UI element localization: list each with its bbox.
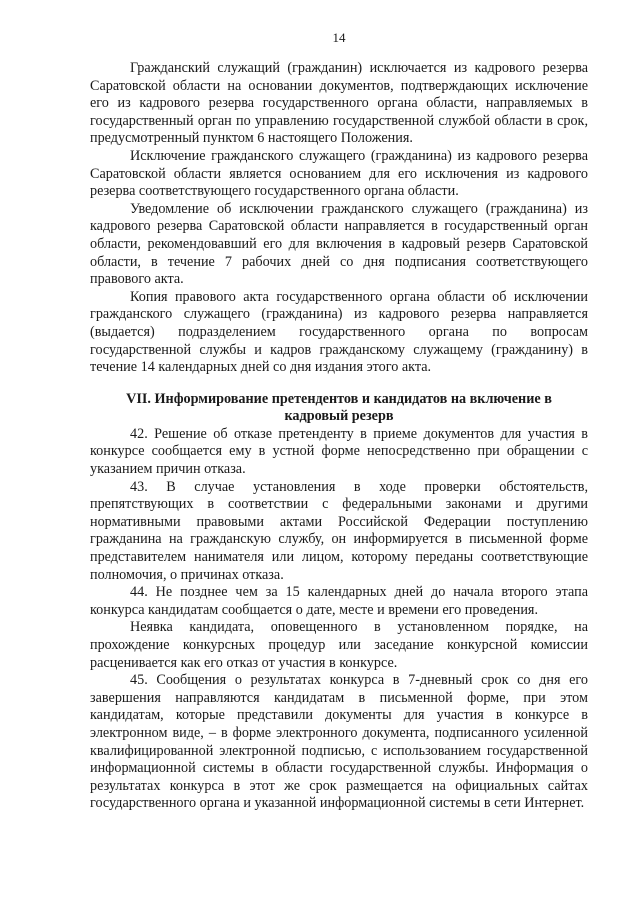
paragraph-exclusion-consequence: Исключение гражданского служащего (гражданина) из кадрового резерва Саратовской области является основанием для его исключения из кадрового резерва соответствующего государственного органа области. [90,147,588,200]
paragraph-exclusion-notice: Уведомление об исключении гражданского служащего (гражданина) из кадрового резерва Саратовской области направляется в государственный орган области, рекомендовавший его для включения в кадровый резерв Саратовской области, в течение 7 рабочих дней со дня подписания соответствующего правового акта. [90,200,588,288]
paragraph-exclusion-basis: Гражданский служащий (гражданин) исключается из кадрового резерва Саратовской области на основании документов, подтверждающих исключение его из кадрового резерва государственного органа области, направляемых в государственный орган по управлению государственной службой области в срок, предусмотренный пунктом 6 настоящего Положения. [90,60,588,147]
paragraph-44: 44. Не позднее чем за 15 календарных дней до начала второго этапа конкурса кандидатам сообщается о дате, месте и времени его проведения. [90,584,588,618]
paragraph-42: 42. Решение об отказе претенденту в приеме документов для участия в конкурсе сообщается ему в устной форме непосредственно при обращении с указанием причин отказа. [90,425,588,478]
paragraph-44-absence: Неявка кандидата, оповещенного в установленном порядке, на прохождение конкурсных процедур или заседание конкурсной комиссии расценивается как его отказ от участия в конкурсе. [90,619,588,671]
paragraph-act-copy: Копия правового акта государственного органа области об исключении гражданского служащего (гражданина) из кадрового резерва направляется (выдается) подразделением государственного органа по вопросам государственной службы и кадров гражданскому служащему (гражданину) в течение 14 календарных дней со дня издания этого акта. [90,288,588,376]
page-number: 14 [332,30,346,45]
paragraph-43: 43. В случае установления в ходе проверки обстоятельств, препятствующих в соответствии с федеральными законами и другими нормативными правовыми актами Российской Федерации поступлению гражданина на гражданскую службу, он информируется в письменной форме представителем нанимателя или лицом, которому переданы соответствующие полномочия, о причинах отказа. [90,478,588,583]
paragraph-45: 45. Сообщения о результатах конкурса в 7-дневный срок со дня его завершения направляются кандидатам в письменной форме, при этом кандидатам, которые представили документы для участия в конкурсе в электронном виде, – в форме электронного документа, подписанного усиленной квалифицированной электронной подписью, с использованием государственной информационной системы в области государственной службы. Информация о результатах конкурса в этот же срок размещается на официальных сайтах государственного органа и указанной информационной системы в сети Интернет. [90,672,588,812]
section-heading: VII. Информирование претендентов и кандидатов на включение в кадровый резерв [126,390,552,425]
